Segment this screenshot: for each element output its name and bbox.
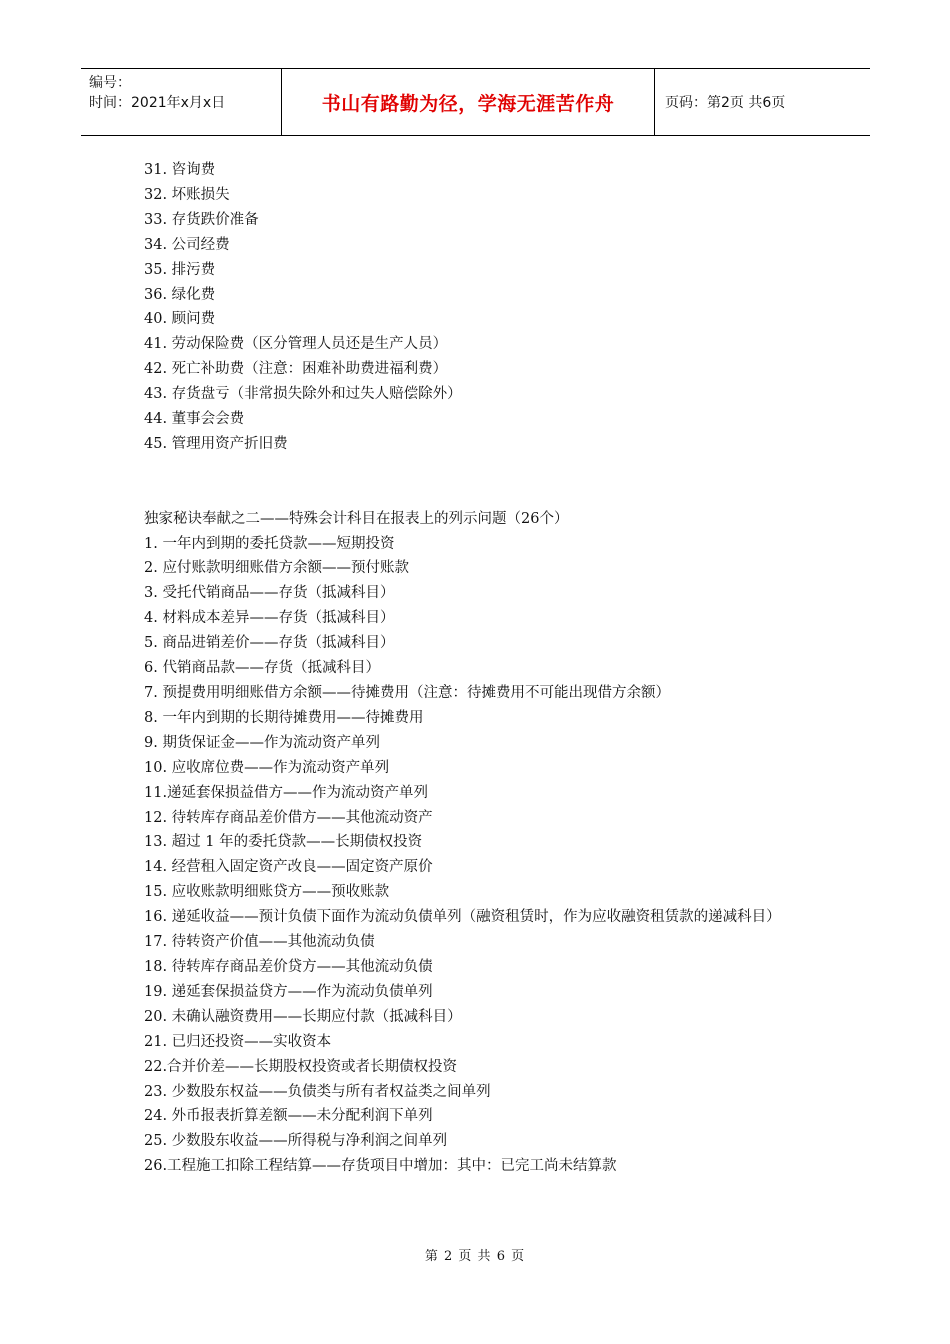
list-item: 2. 应付账款明细账借方余额——预付账款 — [144, 560, 409, 577]
footer-page-number: 第 2 页 共 6 页 — [424, 1249, 526, 1264]
page-footer — [0, 1245, 950, 1264]
list-item: 18. 待转库存商品差价贷方——其他流动负债 — [144, 958, 433, 975]
list-item: 6. 代销商品款——存货（抵减科目） — [144, 660, 380, 677]
list-item: 23. 少数股东权益——负债类与所有者权益类之间单列 — [144, 1083, 491, 1100]
list-item: 45. 管理用资产折旧费 — [144, 435, 288, 452]
list-item: 13. 超过 1 年的委托贷款——长期债权投资 — [144, 834, 423, 851]
list-item: 35. 排污费 — [144, 261, 216, 278]
list-item: 12. 待转库存商品差价借方——其他流动资产 — [144, 809, 433, 826]
list-item: 15. 应收账款明细账贷方——预收账款 — [144, 884, 390, 901]
list-item: 25. 少数股东收益——所得税与净利润之间单列 — [144, 1133, 448, 1150]
list-item: 11.递延套保损益借方——作为流动资产单列 — [144, 784, 429, 801]
list-item: 44. 董事会会费 — [144, 411, 245, 428]
page-info-text: 页码：第2页 共6页 — [665, 95, 786, 111]
list-item: 4. 材料成本差异——存货（抵减科目） — [144, 610, 395, 627]
list-item: 5. 商品进销差价——存货（抵减科目） — [144, 635, 395, 652]
list-item: 41. 劳动保险费（区分管理人员还是生产人员） — [144, 336, 448, 353]
list-item: 14. 经营租入固定资产改良——固定资产原价 — [144, 859, 433, 876]
document-number-label: 编号： — [89, 75, 131, 91]
list-item: 42. 死亡补助费（注意：困难补助费进福利费） — [144, 361, 448, 378]
list-item: 19. 递延套保损益贷方——作为流动负债单列 — [144, 983, 433, 1000]
list-item: 21. 已归还投资——实收资本 — [144, 1033, 332, 1050]
slogan-text: 书山有路勤为径，学海无涯苦作舟 — [321, 92, 615, 115]
page-header — [81, 68, 870, 136]
list-item: 31. 咨询费 — [144, 162, 216, 178]
list-item: 10. 应收席位费——作为流动资产单列 — [144, 759, 390, 776]
document-body — [144, 158, 824, 1179]
list-item: 17. 待转资产价值——其他流动负债 — [144, 934, 375, 951]
section-gap — [144, 457, 824, 507]
list-item: 26.工程施工扣除工程结算——存货项目中增加：其中：已完工尚未结算款 — [144, 1158, 617, 1175]
list-item: 32. 坏账损失 — [144, 186, 230, 203]
list-item: 20. 未确认融资费用——长期应付款（抵减科目） — [144, 1008, 462, 1025]
header-left-cell — [81, 69, 282, 135]
list-item: 24. 外币报表折算差额——未分配利润下单列 — [144, 1108, 433, 1125]
list-item: 40. 顾问费 — [144, 311, 216, 328]
list-item: 7. 预提费用明细账借方余额——待摊费用（注意：待摊费用不可能出现借方余额） — [144, 685, 670, 702]
list-item: 1. 一年内到期的委托贷款——短期投资 — [144, 535, 395, 552]
header-slogan — [282, 69, 655, 135]
list-item: 8. 一年内到期的长期待摊费用——待摊费用 — [144, 709, 424, 726]
section-title: 独家秘诀奉献之二——特殊会计科目在报表上的列示问题（26个） — [144, 510, 569, 527]
list-item: 34. 公司经费 — [144, 236, 230, 253]
list-item: 43. 存货盘亏（非常损失除外和过失人赔偿除外） — [144, 386, 462, 403]
list-item: 9. 期货保证金——作为流动资产单列 — [144, 734, 380, 751]
header-page-info — [655, 69, 870, 135]
document-time-label: 时间：2021年x月x日 — [89, 95, 226, 111]
list-item: 33. 存货跌价准备 — [144, 211, 259, 228]
list-item: 22.合并价差——长期股权投资或者长期债权投资 — [144, 1058, 458, 1075]
expense-list — [144, 158, 824, 457]
account-item-list — [144, 532, 824, 1180]
list-item: 36. 绿化费 — [144, 286, 216, 303]
list-item: 16. 递延收益——预计负债下面作为流动负债单列（融资租赁时，作为应收融资租赁款的递减科目） — [144, 909, 781, 926]
list-item: 3. 受托代销商品——存货（抵减科目） — [144, 585, 395, 602]
